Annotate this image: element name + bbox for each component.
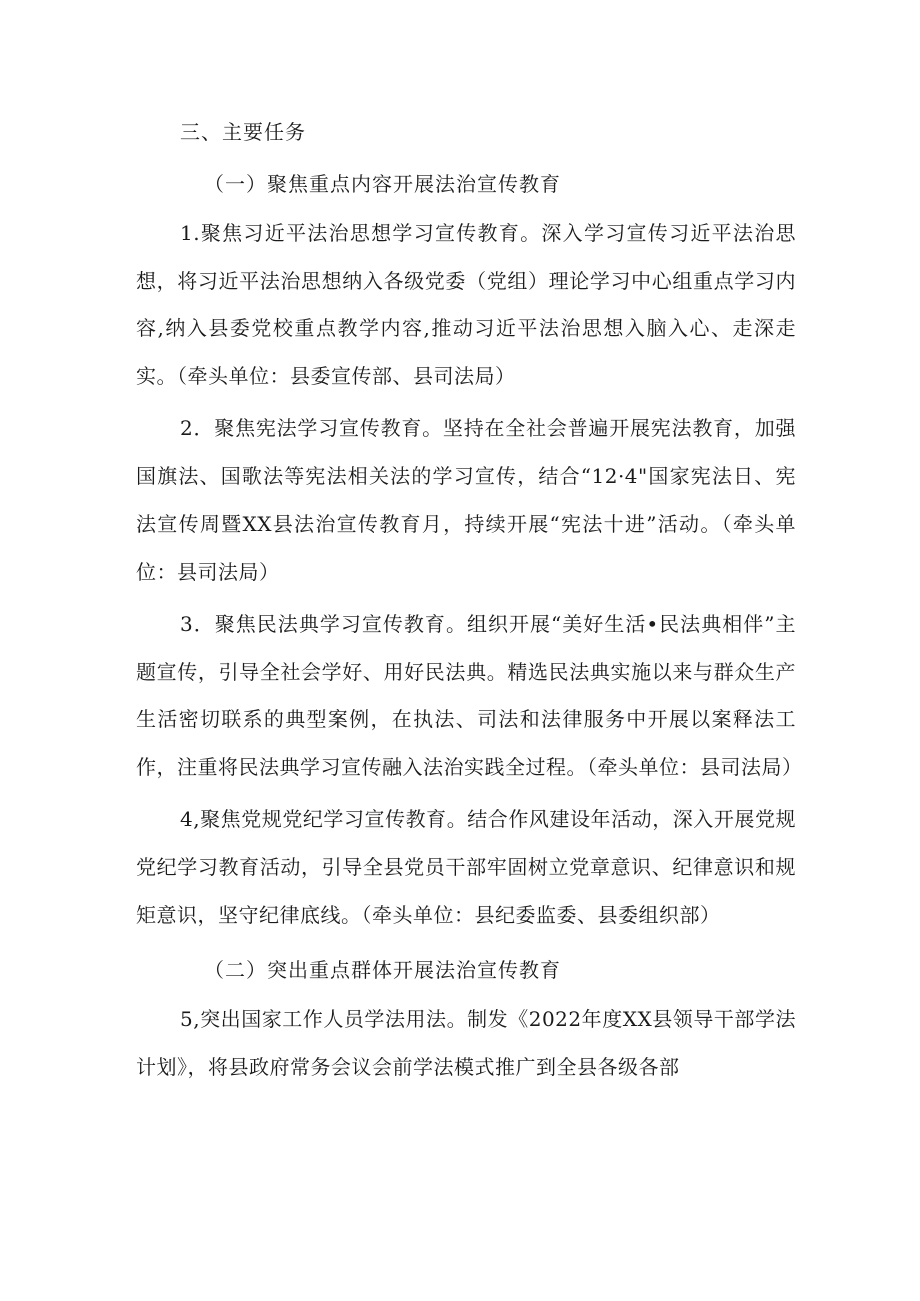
paragraph-item-2: 2．聚焦宪法学习宣传教育。坚持在全社会普遍开展宪法教育，加强国旗法、国歌法等宪法相关法的学习宣传，结合“12·4"国家宪法日、宪法宣传周暨XX县法治宣传教育月，持续开展“宪法十进”活动。（牵头单位：县司法局） — [136, 416, 796, 584]
paragraph-item-5: 5,突出国家工作人员学法用法。制发《2022年度XX县领导干部学法计划》，将县政府常务会议会前学法模式推广到全县各级各部 — [136, 1006, 796, 1079]
paragraph-item-1: 1.聚焦习近平法治思想学习宣传教育。深入学习宣传习近平法治思想，将习近平法治思想纳入各级党委（党组）理论学习中心组重点学习内容,纳入县委党校重点教学内容,推动习近平法治思想入脑入心、走深走实。（牵头单位：县委宣传部、县司法局） — [136, 221, 796, 389]
paragraph-item-3: 3．聚焦民法典学习宣传教育。组织开展“美好生活•民法典相伴”主题宣传，引导全社会学好、用好民法典。精选民法典实施以来与群众生产生活密切联系的典型案例，在执法、司法和法律服务中开展以案释法工作，注重将民法典学习宣传融入法治实践全过程。（牵头单位：县司法局） — [136, 611, 803, 779]
section-heading: 三、主要任务 — [180, 120, 306, 144]
paragraph-item-4: 4,聚焦党规党纪学习宣传教育。结合作风建设年活动，深入开展党规党纪学习教育活动，引导全县党员干部牢固树立党章意识、纪律意识和规矩意识，坚守纪律底线。（牵头单位：县纪委监委、县委组织部） — [136, 807, 796, 927]
document-body — [136, 106, 803, 1096]
subsection-heading-2: （二）突出重点群体开展法治宣传教育 — [204, 957, 561, 982]
subsection-heading-1: （一）聚焦重点内容开展法治宣传教育 — [204, 172, 561, 196]
